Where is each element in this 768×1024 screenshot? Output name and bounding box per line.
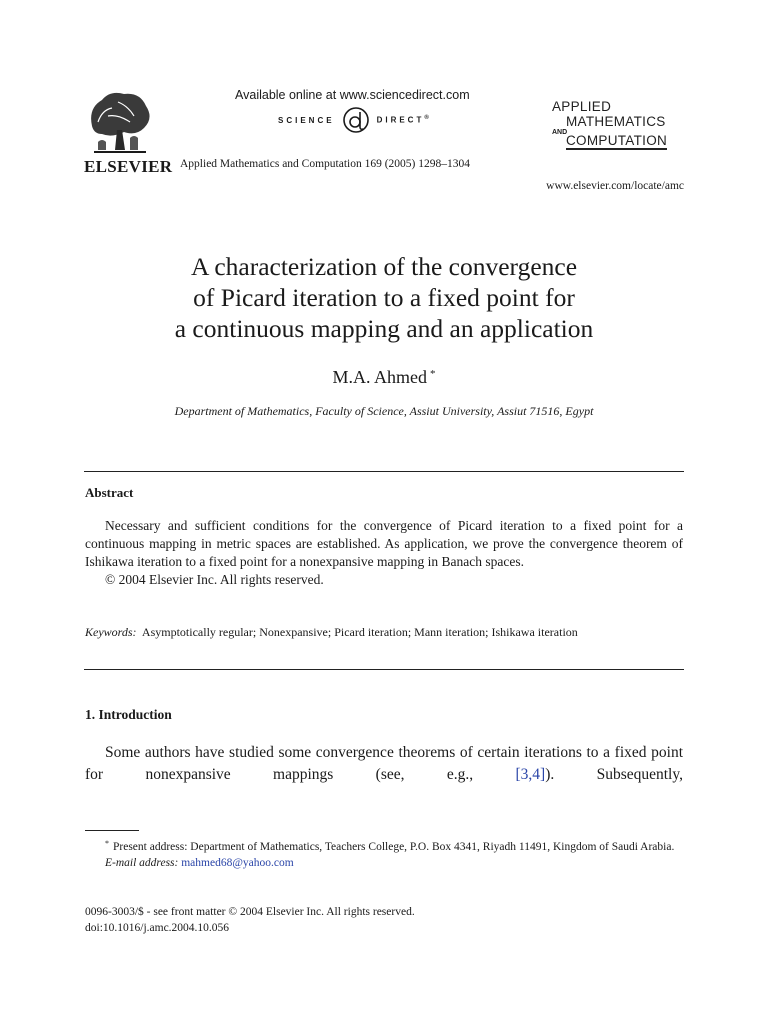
introduction-paragraph	[85, 742, 683, 786]
doi-line[interactable]: doi:10.1016/j.amc.2004.10.056	[85, 922, 230, 934]
elsevier-tree-logo-icon	[84, 86, 156, 156]
available-online-text: Available online at www.sciencedirect.com	[235, 88, 470, 102]
footnote-address-text: Present address: Department of Mathematics, Teachers College, P.O. Box 4341, Riyadh 11491, Kingdom of Saudi Arabia.	[113, 841, 675, 853]
title-line: A characterization of the convergence	[190, 252, 578, 281]
abstract-heading: Abstract	[85, 485, 134, 500]
journal-url[interactable]: www.elsevier.com/locate/amc	[546, 180, 684, 192]
intro-text-after: ). Subsequently,	[545, 766, 683, 783]
sciencedirect-at-icon	[341, 106, 371, 134]
sciencedirect-logo	[278, 106, 429, 134]
citation-link[interactable]: [3,4]	[515, 766, 546, 783]
elsevier-wordmark: ELSEVIER	[84, 157, 173, 176]
journal-logo-line2: MATHEMATICS	[566, 114, 666, 129]
keywords-label: Keywords:	[85, 625, 137, 639]
journal-logo	[552, 99, 686, 150]
abstract-bottom-rule	[84, 669, 684, 670]
title-line: a continuous mapping and an application	[174, 314, 594, 343]
front-matter	[85, 904, 415, 936]
sciencedirect-registered-mark: ®	[424, 115, 429, 122]
email-label: E-mail address:	[105, 857, 179, 869]
footnote-rule	[85, 830, 139, 831]
abstract-copyright: © 2004 Elsevier Inc. All rights reserved.	[105, 572, 324, 587]
journal-citation: Applied Mathematics and Computation 169 (2005) 1298–1304	[180, 158, 471, 170]
email-link[interactable]: mahmed68@yahoo.com	[181, 857, 294, 869]
abstract-body	[85, 517, 683, 589]
author-footnote-mark[interactable]: *	[430, 368, 436, 380]
abstract-top-rule	[84, 471, 684, 472]
sciencedirect-logo-left: SCIENCE	[278, 115, 335, 125]
affiliation: Department of Mathematics, Faculty of Science, Assiut University, Assiut 71516, Egypt	[174, 404, 594, 418]
author	[0, 367, 768, 388]
abstract-text: Necessary and sufficient conditions for the convergence of Picard iteration to a fixed point for a continuous mapping in metric spaces are established. As application, we prove the convergence theorem of Ishikawa iteration to a fixed point for a nonexpansive mapping in Banach spaces.	[85, 518, 683, 569]
sciencedirect-logo-right-text: DIRECT	[376, 115, 425, 125]
intro-text-before: Some authors have studied some convergence theorems of certain iterations to a fixed point for nonexpansive mappings (see, e.g.,	[85, 744, 683, 783]
journal-logo-line1: APPLIED	[552, 99, 612, 114]
sciencedirect-logo-right	[377, 115, 429, 125]
footnote-mark: *	[105, 839, 109, 848]
journal-logo-and: AND	[552, 129, 568, 136]
footnote-address	[85, 836, 683, 855]
keywords	[85, 624, 683, 640]
author-name: M.A. Ahmed	[332, 367, 427, 387]
keywords-list: Asymptotically regular; Nonexpansive; Picard iteration; Mann iteration; Ishikawa iteration	[141, 625, 578, 639]
journal-logo-line3: COMPUTATION	[566, 133, 668, 148]
section-heading-introduction: 1. Introduction	[85, 707, 172, 722]
title-line: of Picard iteration to a fixed point for	[193, 283, 575, 312]
issn-line: 0096-3003/$ - see front matter © 2004 Elsevier Inc. All rights reserved.	[85, 906, 415, 918]
footnote-email	[85, 855, 683, 871]
footnote	[85, 836, 683, 871]
paper-title	[60, 251, 708, 344]
introduction-body	[85, 742, 683, 786]
